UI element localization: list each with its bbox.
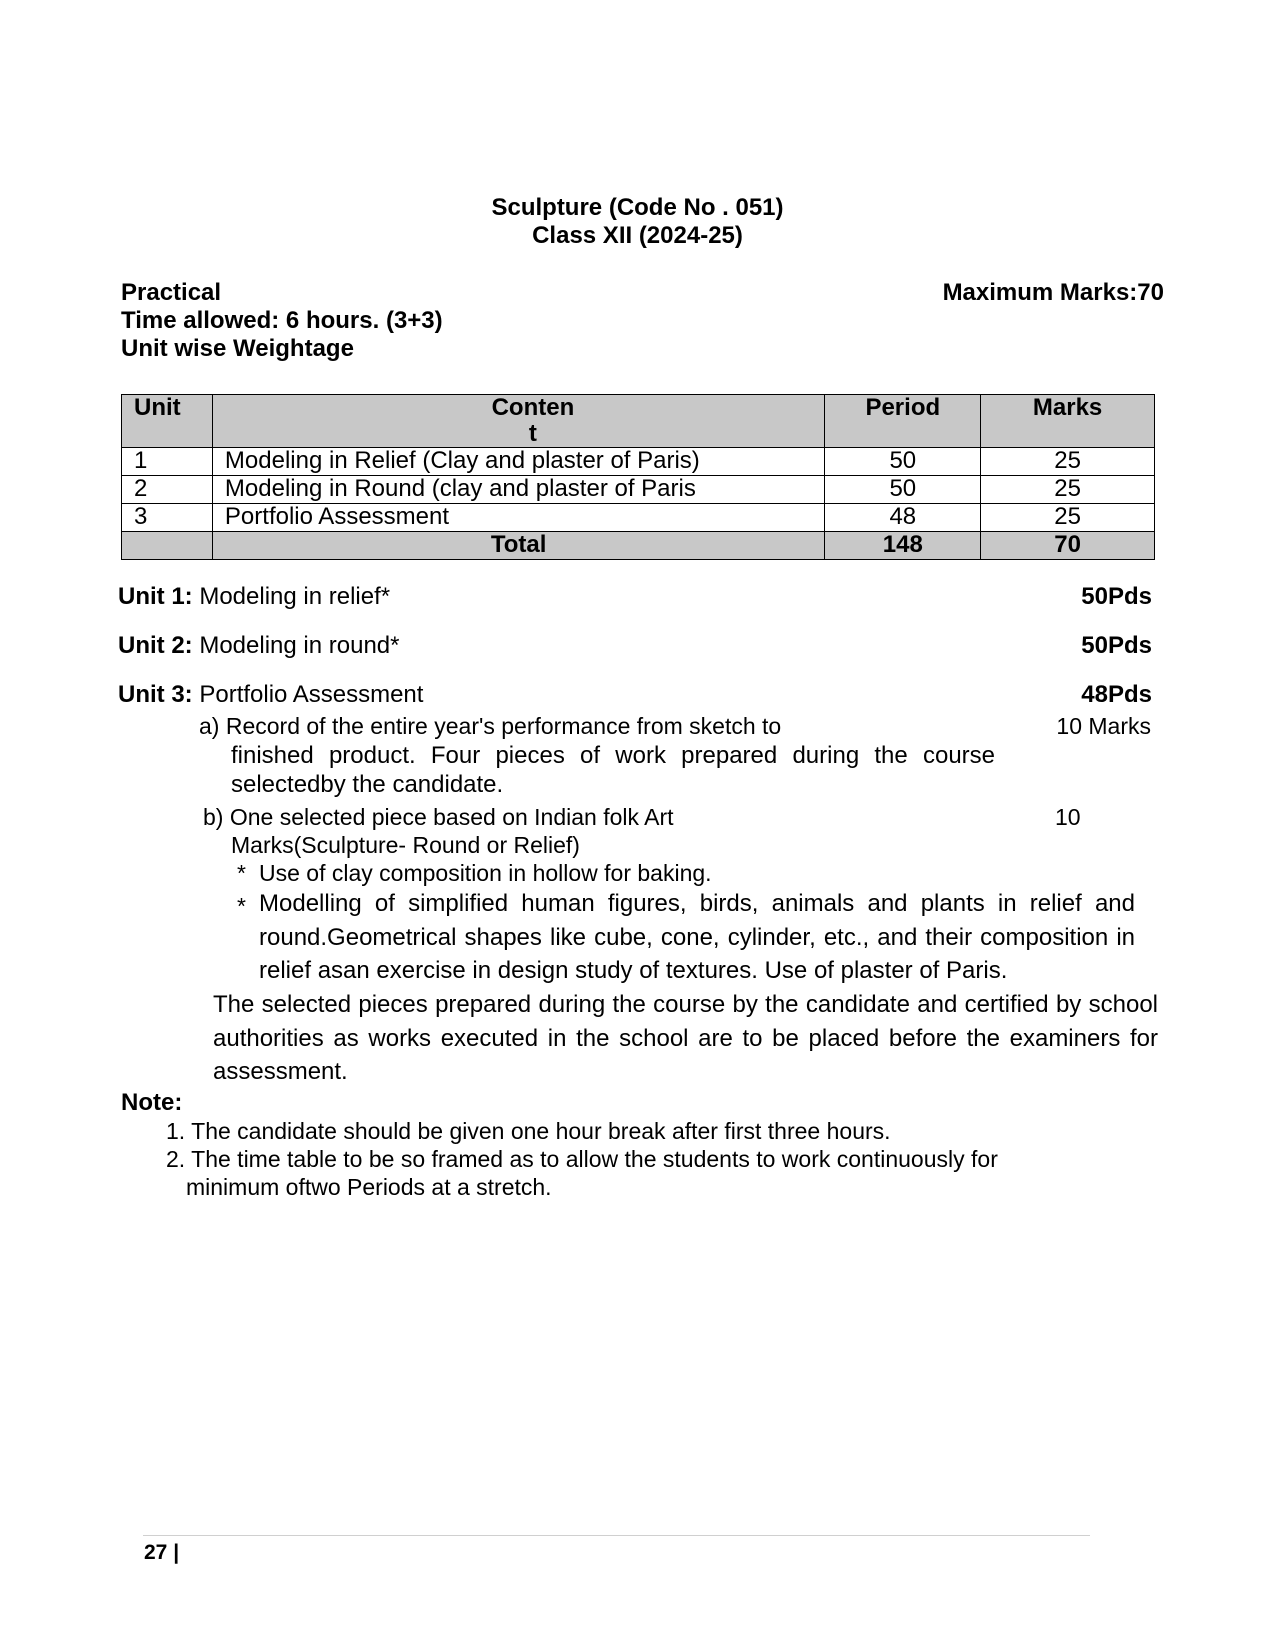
cell-marks: 25 [981, 476, 1155, 504]
page-number: 27 | [144, 1541, 180, 1564]
time-allowed: Time allowed: 6 hours. (3+3) [121, 307, 443, 334]
portfolio-a-detail: finished product. Four pieces of work prepared during the course selectedby the candidate. [231, 742, 995, 798]
page-subtitle: Class XII (2024-25) [532, 222, 743, 249]
header-content-line2: t [528, 420, 537, 447]
header-unit: Unit [122, 395, 213, 448]
unit-2-text: Modeling in round* [192, 632, 400, 659]
unit-3-text: Portfolio Assessment [192, 681, 424, 708]
header-marks: Marks [981, 395, 1155, 448]
cell-unit: 2 [122, 476, 213, 504]
unit-3-line [118, 681, 423, 709]
table-total-row [122, 532, 1155, 560]
cell-content: Portfolio Assessment [212, 504, 824, 532]
header-content [212, 395, 824, 448]
unit-2-periods: 50Pds [1081, 632, 1152, 659]
table-header-row [122, 395, 1155, 448]
portfolio-a-marks: 10 Marks [1056, 713, 1151, 739]
note-item-2-line1: 2. The time table to be so framed as to allow the students to work continuously for [166, 1146, 998, 1172]
unit-1-periods: 50Pds [1081, 583, 1152, 610]
weightage-heading: Unit wise Weightage [121, 335, 354, 362]
bullet-asterisk-1: * [237, 860, 246, 886]
cell-period: 50 [825, 476, 981, 504]
header-content-line1: Conten [491, 394, 575, 421]
bullet-asterisk-2: * [237, 893, 246, 919]
cell-content: Modeling in Round (clay and plaster of Paris [212, 476, 824, 504]
unit-1-line [118, 583, 390, 611]
footer-divider [143, 1535, 1090, 1536]
table-row [122, 504, 1155, 532]
cell-unit: 3 [122, 504, 213, 532]
portfolio-b-marks: 10 [1055, 804, 1081, 830]
maximum-marks: Maximum Marks:70 [942, 279, 1164, 306]
assessment-paragraph: The selected pieces prepared during the course by the candidate and certified by school authorities as works executed in the school are to be placed before the examiners for assessment. [213, 991, 1158, 1085]
weightage-table [121, 394, 1155, 560]
cell-marks: 25 [981, 504, 1155, 532]
cell-marks: 25 [981, 448, 1155, 476]
cell-total-period: 148 [825, 532, 981, 560]
unit-3-label: Unit 3: [118, 681, 193, 708]
table-row [122, 476, 1155, 504]
cell-period: 50 [825, 448, 981, 476]
cell-content: Modeling in Relief (Clay and plaster of Paris) [212, 448, 824, 476]
cell-total-label: Total [212, 532, 824, 560]
bullet-2-text: Modelling of simplified human figures, birds, animals and plants in relief and round.Geometrical shapes like cube, cone, cylinder, etc., and their composition in relief asan exercise in design study of textures. Use of plaster of Paris. [259, 890, 1135, 984]
cell-total-marks: 70 [981, 532, 1155, 560]
unit-1-label: Unit 1: [118, 583, 193, 610]
unit-2-label: Unit 2: [118, 632, 193, 659]
practical-label: Practical [121, 279, 222, 306]
unit-3-periods: 48Pds [1081, 681, 1152, 708]
bullet-1-text: Use of clay composition in hollow for baking. [259, 860, 712, 886]
unit-1-text: Modeling in relief* [192, 583, 391, 610]
portfolio-b-line1: b) One selected piece based on Indian folk Art [203, 804, 674, 830]
cell-unit: 1 [122, 448, 213, 476]
cell-period: 48 [825, 504, 981, 532]
unit-2-line [118, 632, 399, 660]
cell-empty [122, 532, 213, 560]
table-row [122, 448, 1155, 476]
portfolio-a-line1: a) Record of the entire year's performance from sketch to [199, 713, 782, 739]
page-title: Sculpture (Code No . 051) [491, 194, 784, 221]
header-period: Period [825, 395, 981, 448]
note-item-2-line2: minimum oftwo Periods at a stretch. [186, 1174, 552, 1200]
note-heading: Note: [121, 1089, 183, 1116]
portfolio-b-line2: Marks(Sculpture- Round or Relief) [231, 832, 580, 858]
note-item-1: 1. The candidate should be given one hour break after first three hours. [166, 1118, 891, 1144]
